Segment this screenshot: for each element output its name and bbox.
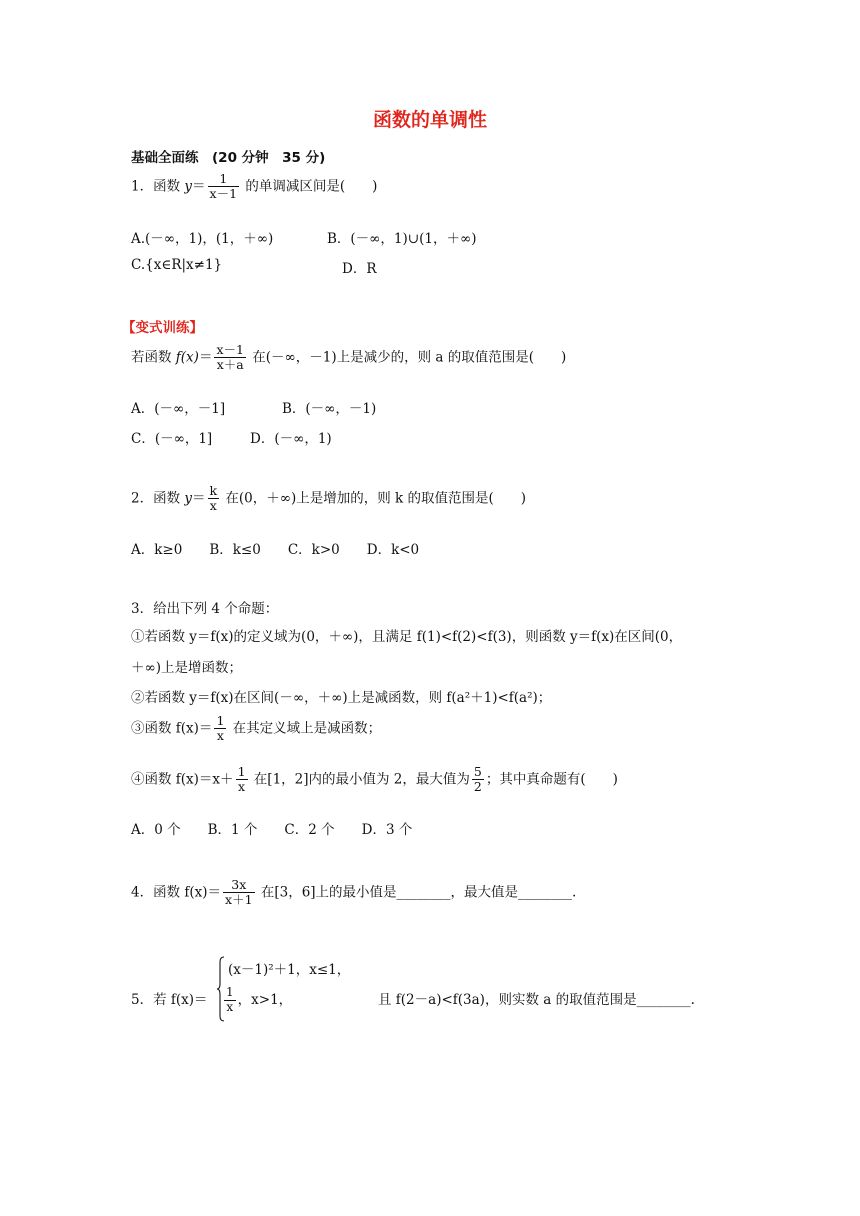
variant-question xyxy=(131,343,566,373)
q1-option-b: B．(－∞，1)∪(1，＋∞) xyxy=(327,231,477,247)
variant-option-d: D．(－∞，1) xyxy=(250,431,332,447)
q2-rest: 在(0，＋∞)上是增加的，则 k 的取值范围是( ) xyxy=(221,490,527,507)
q5-case-2-rest: ，x>1， xyxy=(237,991,293,1008)
q3-options: A．0 个 B．1 个 C．2 个 D．3 个 xyxy=(131,822,413,838)
q1-var: y xyxy=(184,178,193,195)
p4-fraction-1 xyxy=(236,765,248,795)
variant-numerator: x－1 xyxy=(216,342,244,357)
p4-rest: ；其中真命题有( ) xyxy=(485,771,618,788)
q5-case-2-numerator: 1 xyxy=(226,985,234,999)
q5-lead: 5．若 f(x)＝ xyxy=(131,992,208,1008)
p4-numerator-1: 1 xyxy=(237,764,246,779)
q3-stem: 3．给出下列 4 个命题： xyxy=(131,601,279,617)
p4-denominator-2: 2 xyxy=(473,779,482,795)
q1-option-d: D．R xyxy=(342,261,377,277)
p3-denominator: x xyxy=(216,728,224,744)
q4-numerator: 3x xyxy=(223,878,255,893)
q5-case-1: (x－1)²＋1，x≤1， xyxy=(228,962,351,978)
variant-eq: ＝ xyxy=(198,349,213,366)
section-heading: 基础全面练 (20 分钟 35 分) xyxy=(131,150,326,166)
p4-denominator-1: x xyxy=(238,779,246,795)
q5-case-2-fraction xyxy=(224,986,236,1015)
question-1 xyxy=(131,172,377,202)
p4-fraction-2 xyxy=(472,765,484,795)
q2-var: y xyxy=(184,490,193,507)
q2-lead: 2．函数 xyxy=(131,490,185,507)
q2-denominator: x xyxy=(209,498,217,514)
q1-option-c: C.{x∈R|x≠1} xyxy=(131,257,223,273)
p4-mid: 在[1，2]内的最小值为 2，最大值为 xyxy=(249,771,470,788)
question-4 xyxy=(131,878,576,908)
variant-option-c: C．(－∞，1] xyxy=(131,431,213,447)
p3-fraction xyxy=(214,714,226,744)
p3-numerator: 1 xyxy=(216,713,225,728)
q1-eq: ＝ xyxy=(192,178,206,195)
q2-numerator: k xyxy=(209,483,218,498)
q5-rest: 且 f(2－a)<f(3a)，则实数 a 的取值范围是________. xyxy=(378,992,695,1008)
variant-option-b: B．(－∞，－1) xyxy=(282,401,377,417)
q2-fraction xyxy=(208,484,220,514)
q3-proposition-1b: ＋∞)上是增函数； xyxy=(131,660,243,676)
q2-eq: ＝ xyxy=(192,490,206,507)
q1-option-a: A.(－∞，1)，(1，＋∞) xyxy=(131,231,274,247)
q1-lead: 1．函数 xyxy=(131,178,185,195)
q3-proposition-3 xyxy=(131,714,381,744)
q2-options: A．k≥0 B．k≤0 C．k>0 D．k<0 xyxy=(131,542,420,558)
variant-label: 【变式训练】 xyxy=(122,320,203,336)
q4-denominator: x＋1 xyxy=(225,892,253,908)
q1-denominator: x－1 xyxy=(209,186,238,202)
q5-case-2 xyxy=(222,986,292,1015)
q4-fraction xyxy=(223,878,255,908)
page-title: 函数的单调性 xyxy=(372,109,487,131)
q5-case-2-denominator: x xyxy=(226,999,234,1014)
variant-lead: 若函数 xyxy=(131,349,176,366)
q3-proposition-1a: ①若函数 y＝f(x)的定义域为(0，＋∞)，且满足 f(1)<f(2)<f(3)，则函数 y＝f(x)在区间(0， xyxy=(131,629,683,645)
q1-numerator: 1 xyxy=(208,172,240,187)
variant-denominator: x＋a xyxy=(216,357,244,373)
question-2 xyxy=(131,484,526,514)
p4-numerator-2: 5 xyxy=(473,764,482,779)
p4-lead: ④函数 f(x)＝x＋ xyxy=(131,771,234,788)
variant-func: f(x) xyxy=(175,349,199,366)
p3-lead: ③函数 f(x)＝ xyxy=(131,720,213,737)
q1-fraction xyxy=(208,172,240,202)
q3-proposition-4 xyxy=(131,765,618,795)
p3-rest: 在其定义域上是减函数； xyxy=(228,720,382,737)
q4-lead: 4．函数 f(x)＝ xyxy=(131,884,222,901)
q1-rest: 的单调减区间是( ) xyxy=(241,178,378,195)
variant-fraction xyxy=(214,343,246,373)
q3-proposition-2: ②若函数 y＝f(x)在区间(－∞，＋∞)上是减函数，则 f(a²＋1)<f(a²)； xyxy=(131,690,552,706)
variant-option-a: A．(－∞，－1] xyxy=(131,401,226,417)
q4-rest: 在[3，6]上的最小值是________，最大值是________. xyxy=(256,884,577,901)
variant-rest: 在(－∞，－1)上是减少的，则 a 的取值范围是( ) xyxy=(247,349,567,366)
